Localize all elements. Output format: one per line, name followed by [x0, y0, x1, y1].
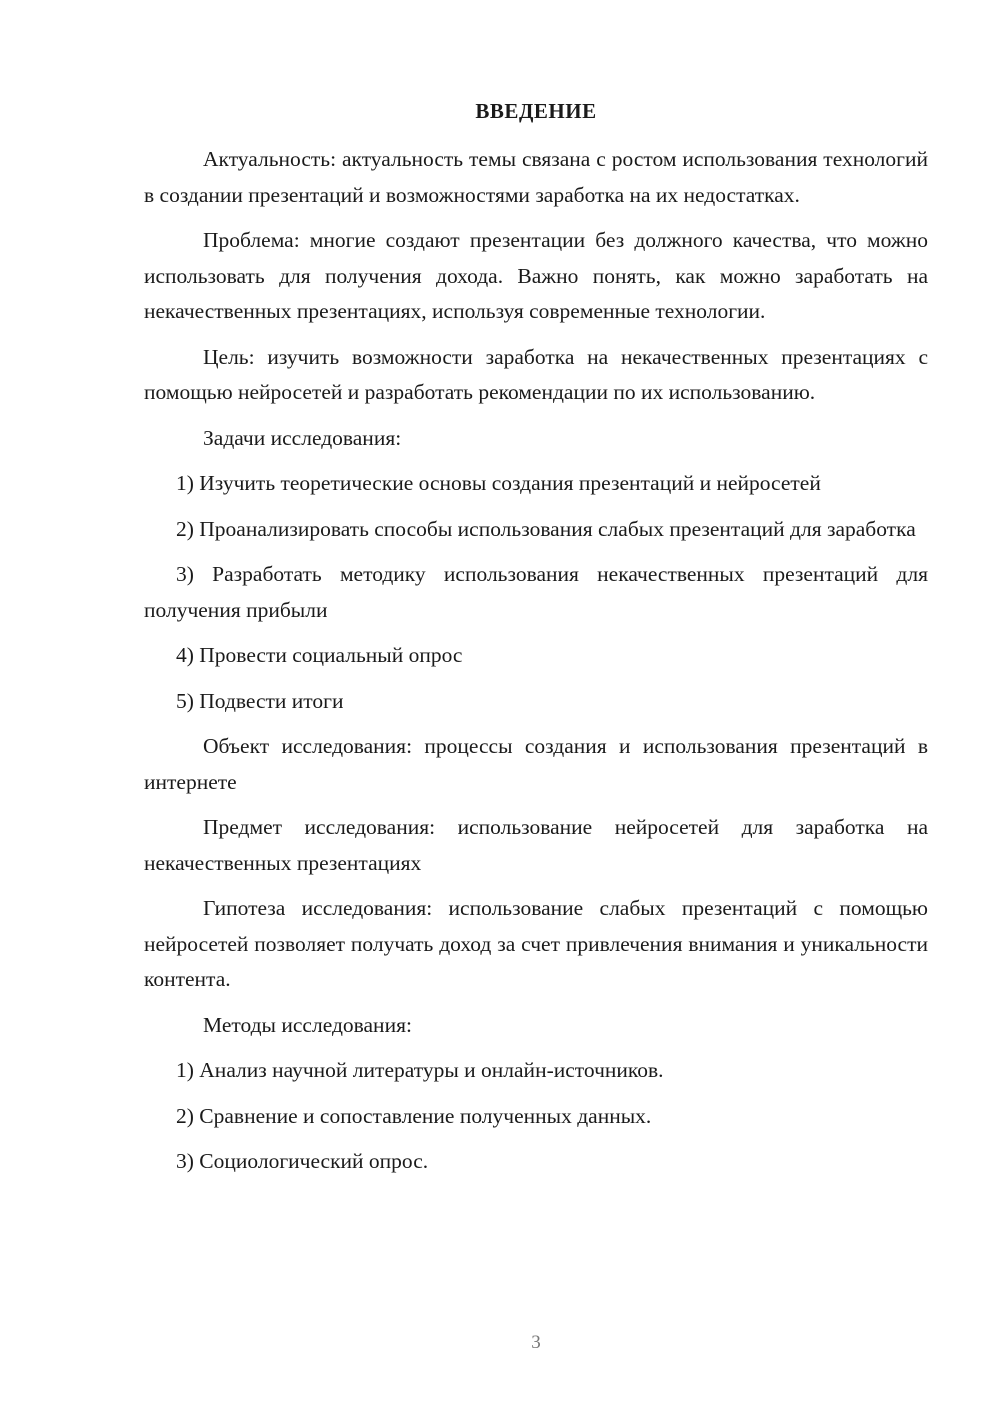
goal-paragraph: Цель: изучить возможности заработка на некачественных презентациях с помощью нейросетей и разработать рекомендации по их использованию. [144, 344, 928, 404]
section-title: ВВЕДЕНИЕ [475, 99, 597, 123]
method-item-3: 3) Социологический опрос. [176, 1149, 429, 1173]
document-page [144, 96, 928, 1414]
subject-paragraph: Предмет исследования: использование нейросетей для заработка на некачественных презентациях [144, 815, 928, 875]
task-item-4: 4) Провести социальный опрос [176, 643, 463, 667]
method-item-2: 2) Сравнение и сопоставление полученных данных. [176, 1103, 652, 1128]
task-item-5: 5) Подвести итоги [176, 688, 344, 713]
problem-paragraph: Проблема: многие создают презентации без должного качества, что можно использовать для получения дохода. Важно понять, как можно заработать на некачественных презентациях, используя современные технологии. [144, 228, 928, 323]
page-number: 3 [531, 1332, 541, 1353]
object-paragraph: Объект исследования: процессы создания и использования презентаций в интернете [144, 734, 928, 794]
tasks-heading: Задачи исследования: [203, 425, 402, 450]
task-item-1: 1) Изучить теоретические основы создания презентаций и нейросетей [176, 471, 821, 495]
relevance-paragraph: Актуальность: актуальность темы связана с ростом использования технологий в создании презентаций и возможностями заработка на их недостатках. [144, 147, 928, 207]
task-item-2: 2) Проанализировать способы использования слабых презентаций для заработка [176, 516, 916, 541]
method-item-1: 1) Анализ научной литературы и онлайн-источников. [176, 1058, 664, 1082]
task-item-3: 3) Разработать методику использования некачественных презентаций для получения прибыли [144, 562, 928, 622]
hypothesis-paragraph: Гипотеза исследования: использование слабых презентаций с помощью нейросетей позволяет получать доход за счет привлечения внимания и уникальности контента. [144, 896, 928, 991]
methods-heading: Методы исследования: [203, 1012, 412, 1037]
